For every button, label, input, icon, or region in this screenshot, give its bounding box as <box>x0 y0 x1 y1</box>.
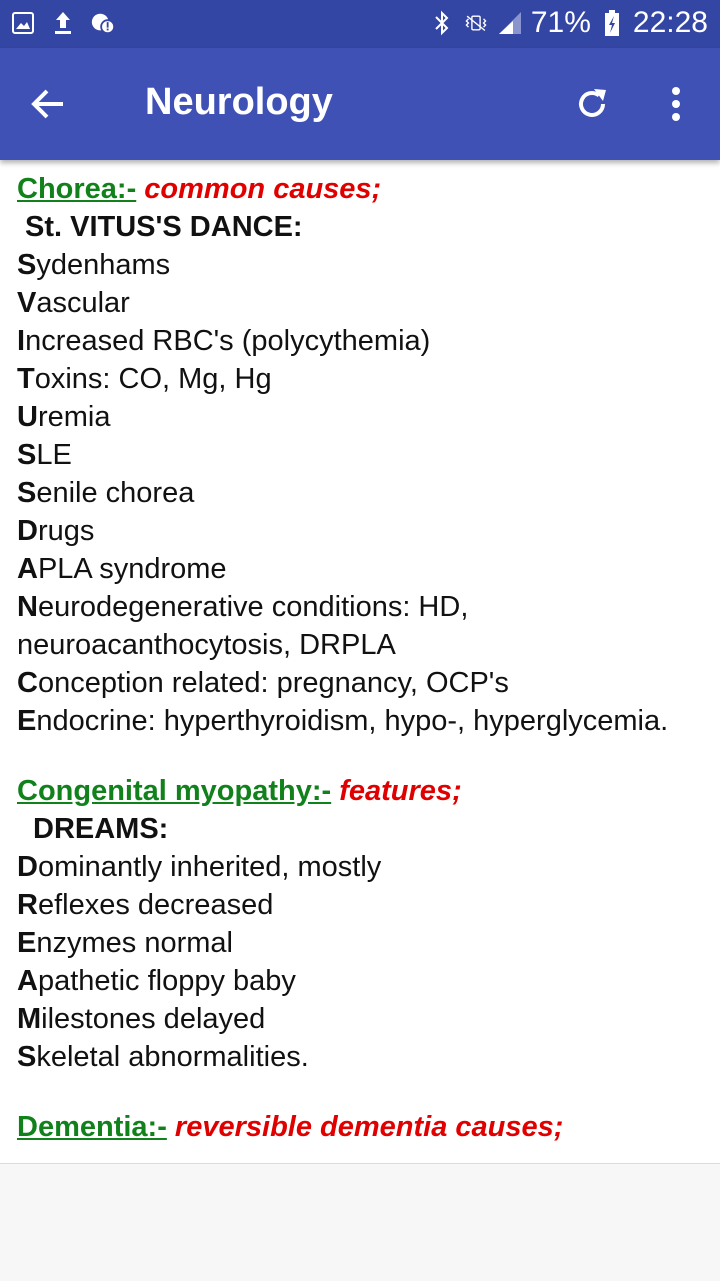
list-item: Milestones delayed <box>17 1003 266 1035</box>
list-item: Skeletal abnormalities. <box>17 1041 309 1073</box>
status-bar <box>0 0 720 48</box>
list-item: Conception related: pregnancy, OCP's <box>17 667 509 699</box>
signal-icon <box>497 8 523 38</box>
list-item: Reflexes decreased <box>17 889 274 921</box>
gallery-icon <box>10 8 36 38</box>
battery-charging-icon <box>599 8 625 38</box>
sync-alert-icon <box>90 8 116 38</box>
section-heading: Chorea:- <box>17 173 137 205</box>
mnemonic-title: DREAMS: <box>33 813 169 845</box>
section-subtitle: common causes; <box>144 173 382 205</box>
refresh-button[interactable] <box>562 76 622 132</box>
list-item: APLA syndrome <box>17 553 227 585</box>
mnemonic-title: St. VITUS'S DANCE: <box>25 211 303 243</box>
more-vert-icon <box>671 86 681 122</box>
app-bar <box>0 48 720 160</box>
vibrate-icon <box>463 8 489 38</box>
back-button[interactable] <box>20 76 76 132</box>
list-item: Apathetic floppy baby <box>17 965 296 997</box>
bluetooth-icon <box>429 8 455 38</box>
section-subtitle: reversible dementia causes; <box>174 1111 564 1143</box>
bottom-area <box>0 1163 720 1281</box>
list-item: Dominantly inherited, mostly <box>17 851 382 883</box>
refresh-icon <box>574 86 610 122</box>
section-dementia <box>17 1108 703 1146</box>
section-heading: Dementia:- <box>17 1111 167 1143</box>
list-item: Vascular <box>17 287 130 319</box>
section-congenital-myopathy <box>17 772 703 1076</box>
section-chorea <box>17 170 703 740</box>
upload-icon <box>50 8 76 38</box>
section-subtitle: features; <box>339 775 462 807</box>
battery-percent: 71% <box>530 6 591 39</box>
list-item: Drugs <box>17 515 95 547</box>
content-scroll-area[interactable] <box>0 160 720 1163</box>
list-item: SLE <box>17 439 72 471</box>
list-item: Neurodegenerative conditions: HD, neuroacanthocytosis, DRPLA <box>17 591 469 661</box>
list-item: Toxins: CO, Mg, Hg <box>17 363 272 395</box>
list-item: Senile chorea <box>17 477 195 509</box>
more-options-button[interactable] <box>650 76 702 132</box>
clock: 22:28 <box>632 6 708 39</box>
list-item: Endocrine: hyperthyroidism, hypo-, hyperglycemia. <box>17 705 669 737</box>
list-item: Enzymes normal <box>17 927 233 959</box>
page-title: Neurology <box>145 81 333 123</box>
list-item: Uremia <box>17 401 111 433</box>
arrow-back-icon <box>30 88 66 120</box>
list-item: Increased RBC's (polycythemia) <box>17 325 431 357</box>
section-heading: Congenital myopathy:- <box>17 775 332 807</box>
list-item: Sydenhams <box>17 249 171 281</box>
